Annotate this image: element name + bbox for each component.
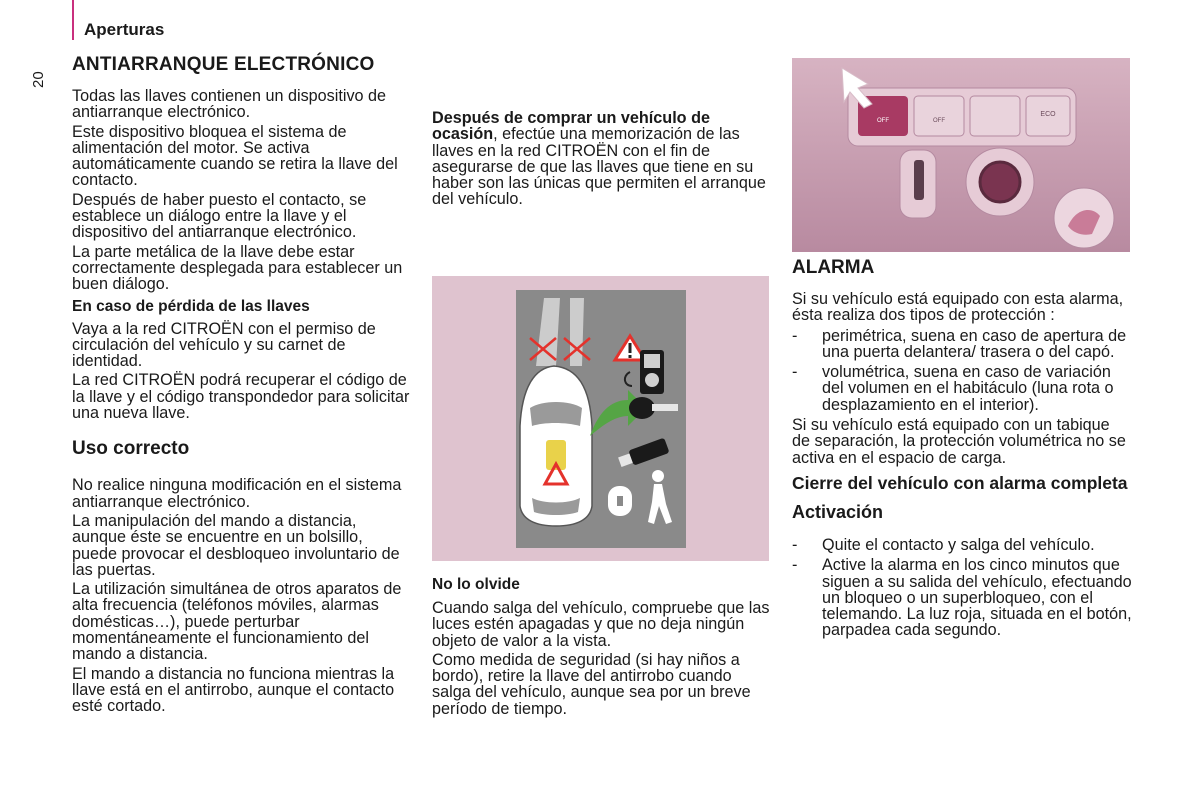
column-antiarranque [72,54,412,718]
purchase-bold: Después de comprar un vehículo de ocasión [432,109,710,144]
paragraph: No realice ninguna modificación en el sistema antiarranque electrónico. [72,476,402,511]
paragraph: Este dispositivo bloquea el sistema de alimentación del motor. Se activa automáticamente cuando se retira la llave del contacto. [72,122,398,190]
paragraph: La parte metálica de la llave debe estar correctamente desplegada para establecer un buen diálogo. [72,242,403,294]
activation-steps-list [792,537,1132,639]
section-marker [72,0,74,40]
list-item: - volumétrica, suena en caso de variación del volumen en el habitáculo (luna rota o desplazamiento en el interior). [792,363,1114,414]
eco-button-label: ECO [1040,111,1056,118]
headlight-beam-right-icon [570,298,584,366]
lock-icon [608,486,632,516]
dashboard-illustration [792,58,1130,252]
activation-heading: Activación [792,501,884,522]
closing-heading: Cierre del vehículo con alarma completa [792,472,1128,493]
antiarranque-title: ANTIARRANQUE ELECTRÓNICO [72,54,375,75]
esp-button-label: OFF [933,118,945,124]
car-top-view-icon [520,366,592,526]
park-button-icon [970,96,1020,136]
paragraph: Después de haber puesto el contacto, se establece un diálogo entre la llave y el dispositivo del antiarranque electrónico. [72,190,367,242]
alarm-types-list [792,328,1132,413]
paragraph: La manipulación del mando a distancia, aunque éste se encuentre en un bolsillo, puede provocar el desbloqueo involuntario de las puertas. [72,511,400,579]
list-item: - Quite el contacto y salga del vehículo. [792,535,1095,554]
reminder-illustration [432,276,769,561]
list-item: - perimétrica, suena en caso de apertura de una puerta delantera/ trasera o del capó. [792,326,1127,361]
column-purchase [432,110,772,211]
dashboard-photo [792,58,1130,252]
paragraph: La utilización simultánea de otros aparatos de alta frecuencia (teléfonos móviles, alarmas domésticas…), puede perturbar momentáneamente el funcionamiento del mando a distancia. [72,580,402,664]
list-item: - Active la alarma en los cinco minutos que siguen a su salida del vehículo, efectuando un bloqueo o un superbloqueo, con el telemando. La luz roja, situada en el botón, parpadea cada segundo. [792,556,1132,640]
loss-heading: En caso de pérdida de las llaves [72,297,310,315]
reminder-illustration-panel [432,276,769,561]
section-title: Aperturas [84,20,165,39]
mirror-control-icon [980,162,1020,202]
use-heading: Uso correcto [72,438,190,460]
purchase-text: , efectúe una memorización de las llaves en la red CITROËN con el fin de asegurarse de que las llaves que tiene en su haber son las únicas que permiten el arranque del vehículo. [432,125,766,209]
paragraph: El mando a distancia no funciona mientras la llave está en el antirrobo, aunque el contacto esté cortado. [72,664,395,716]
column-alarm [792,257,1132,643]
purchase-paragraph [432,110,772,208]
paragraph: Vaya a la red CITROËN con el permiso de circulación del vehículo y su carnet de identidad. [72,319,376,371]
alarm-title: ALARMA [792,257,875,278]
page-number: 20 [30,71,47,88]
paragraph: Si su vehículo está equipado con un tabique de separación, la protección volumétrica no se activa en el espacio de carga. [792,416,1126,467]
column-reminder [432,576,772,720]
paragraph: Si su vehículo está equipado con esta alarma, ésta realiza dos tipos de protección : [792,290,1124,325]
paragraph: La red CITROËN podrá recuperar el código de la llave y el código transpondedor para solicitar una nueva llave. [72,371,410,423]
paragraph: Cuando salga del vehículo, compruebe que las luces estén apagadas y que no deja ningún objeto de valor a la vista. [432,599,770,650]
paragraph: Todas las llaves contienen un dispositivo de antiarranque electrónico. [72,87,387,122]
alarm-button-label: OFF [877,118,889,124]
reminder-heading: No lo olvide [432,576,520,593]
paragraph: Como medida de seguridad (si hay niños a bordo), retire la llave del antirrobo cuando salga del vehículo, aunque sea por un breve período de tiempo. [432,650,751,718]
